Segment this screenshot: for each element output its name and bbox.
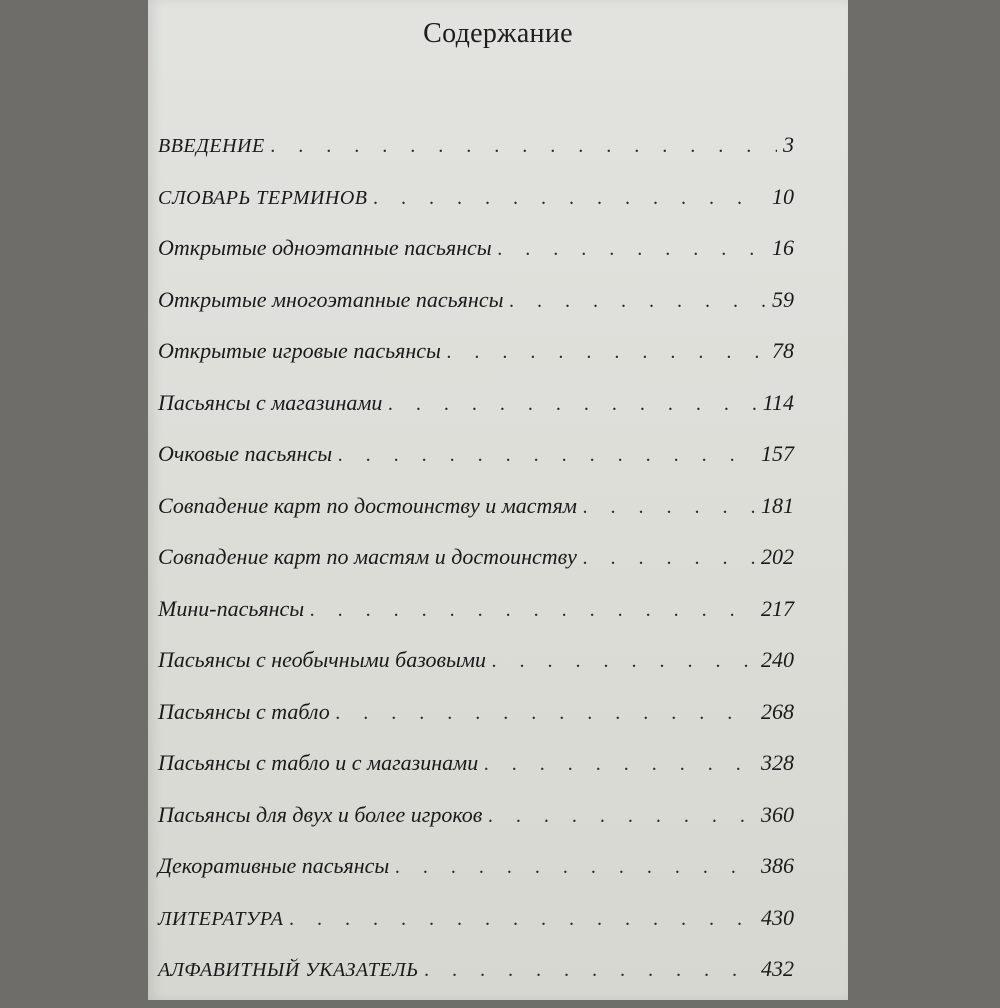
toc-entry-page-number: 360	[761, 801, 794, 827]
toc-entry	[158, 905, 794, 957]
dot-leader	[447, 341, 766, 364]
toc-entry-title: Мини-пасьянсы	[158, 595, 305, 621]
toc-entry	[158, 802, 794, 854]
toc-entry-title: Открытые игровые пасьянсы	[158, 338, 441, 363]
toc-entry	[158, 235, 794, 287]
toc-entry	[158, 493, 794, 545]
dot-leader	[290, 908, 756, 931]
toc-entry-page-number: 59	[772, 286, 794, 312]
toc-entry-page-number: 386	[761, 853, 794, 878]
dot-leader	[498, 238, 766, 261]
toc-entry-page-number: 432	[761, 956, 794, 981]
dot-leader	[510, 290, 767, 313]
toc-entry	[158, 596, 794, 648]
toc-entry	[158, 647, 794, 699]
toc-entry-page-number: 268	[761, 698, 794, 724]
dot-leader	[336, 702, 755, 725]
toc-entry-page-number: 328	[761, 750, 794, 775]
toc-entry-title: Совпадение карт по мастям и достоинству	[158, 544, 577, 569]
toc-entry-page-number: 240	[761, 647, 794, 672]
toc-entry-page-number: 157	[761, 441, 794, 466]
toc-entry-title: Очковые пасьянсы	[158, 441, 333, 466]
toc-entry-page-number: 114	[762, 389, 794, 415]
page-title: Содержание	[423, 18, 573, 49]
dot-leader	[395, 856, 755, 879]
toc-entry-title: ВВЕДЕНИЕ	[158, 135, 265, 157]
toc-entry-title: Пасьянсы с магазинами	[158, 389, 383, 415]
dot-leader	[338, 444, 755, 467]
toc-entry-page-number: 202	[761, 544, 794, 569]
toc-entry-page-number: 430	[761, 904, 794, 930]
toc-entry-title: Пасьянсы с табло и с магазинами	[158, 750, 479, 775]
toc-entry	[158, 441, 794, 493]
toc-entry	[158, 338, 794, 390]
toc-entry-page-number: 16	[772, 235, 794, 260]
toc-entry-title: Пасьянсы для двух и более игроков	[158, 801, 483, 827]
toc-entry-page-number: 3	[783, 132, 794, 157]
toc-entry	[158, 750, 794, 802]
toc-entry	[158, 287, 794, 339]
toc-entry-title: Открытые многоэтапные пасьянсы	[158, 286, 504, 312]
dot-leader	[271, 135, 777, 158]
dot-leader	[583, 547, 755, 570]
toc-entry-page-number: 181	[761, 492, 794, 518]
toc-entry-title: СЛОВАРЬ ТЕРМИНОВ	[158, 186, 368, 209]
toc-entry	[158, 853, 794, 905]
book-page	[148, 0, 848, 1000]
dot-leader	[484, 753, 755, 776]
dot-leader	[488, 805, 755, 828]
dot-leader	[310, 599, 755, 622]
toc-entry-title: Совпадение карт по достоинству и мастям	[158, 492, 577, 518]
toc-entry-title: Пасьянсы с табло	[158, 698, 330, 724]
toc-entry	[158, 699, 794, 751]
toc-entry	[158, 544, 794, 596]
toc-entry-page-number: 10	[772, 183, 794, 209]
toc-entry-title: Открытые одноэтапные пасьянсы	[158, 235, 492, 260]
toc-entry	[158, 184, 794, 236]
toc-entry-page-number: 78	[772, 338, 794, 363]
dot-leader	[388, 393, 756, 416]
toc-entry-title: Декоративные пасьянсы	[158, 853, 390, 878]
toc-entry-page-number: 217	[761, 595, 794, 621]
toc-entry-title: АЛФАВИТНЫЙ УКАЗАТЕЛЬ	[158, 959, 419, 981]
table-of-contents	[158, 132, 794, 1008]
dot-leader	[492, 650, 755, 673]
dot-leader	[374, 187, 766, 210]
dot-leader	[425, 959, 755, 982]
toc-entry-title: Пасьянсы с необычными базовыми	[158, 647, 486, 672]
toc-entry	[158, 390, 794, 442]
dot-leader	[583, 496, 755, 519]
toc-entry	[158, 132, 794, 184]
toc-entry-title: ЛИТЕРАТУРА	[158, 907, 284, 930]
